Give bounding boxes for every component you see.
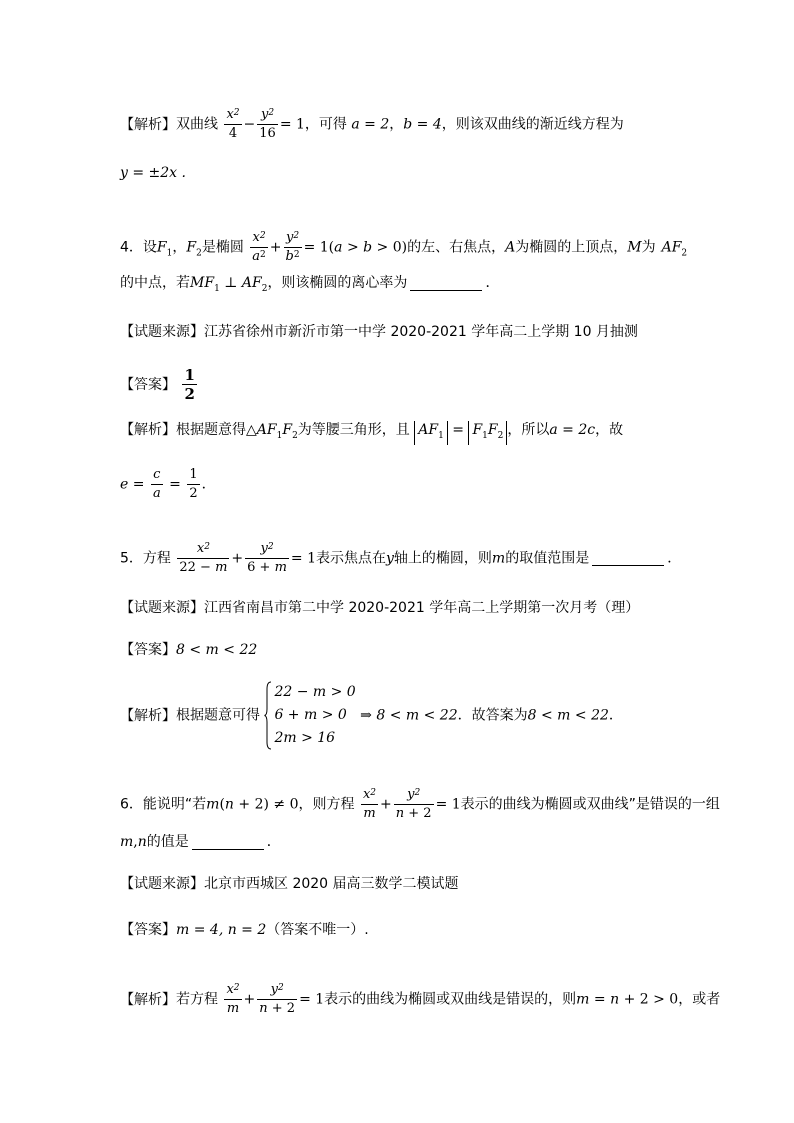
answer-blank [592, 551, 664, 566]
q3-answer-line [120, 163, 186, 183]
q5-period: ． [608, 707, 623, 724]
q4-analysis-text: ，所以 [507, 422, 550, 438]
answer-label: 【答案】 [120, 922, 176, 938]
q3-text: 双曲线 [176, 116, 218, 133]
fraction-c-a: $\frac{c}{a}$ [152, 467, 161, 501]
q4-analysis-text: 根据题意得 [176, 422, 246, 438]
relation-a-2c: a = 2c [549, 422, 596, 438]
inequality-system [264, 681, 355, 750]
answer-label: 【答案】 [120, 376, 176, 393]
q4-analysis-line-1: 【解析】根据题意得$\triangle AF_1F_2$为等腰三角形，且 $AF_1 = F_1F_2$ ，所以a = 2c，故 [120, 420, 623, 446]
q5-number: 5．方程 [120, 550, 171, 567]
fraction-y2-16: $\frac{y^2}{16}$ [259, 107, 276, 141]
analysis-label: 【解析】 [120, 991, 176, 1008]
q6-text: ，则方程 [298, 796, 355, 813]
q4-stem-line-1: 4．设$F_1$，$F_2$是椭圆 $\frac{x^2}{a^2}$ + $\frac{y^2}{b^2}$ = 1(a > b > 0)的左、右焦点，A为椭圆的上顶点，M为 $AF_2$ [120, 230, 688, 264]
q5-stem-line: 5．方程 $\frac{x^2}{22 - m}$ + $\frac{y^2}{6 + m}$ = 1表示焦点在y轴上的椭圆，则m的取值范围是 ． [120, 541, 682, 575]
q5-text: 的取值范围是 [505, 550, 590, 567]
q4-stem-line-2: 的中点，若$MF_1$ ⊥ $AF_2$，则该椭圆的离心率为 ． [120, 275, 500, 294]
analysis-label: 【解析】 [120, 116, 176, 133]
fraction-y2-6-m: $\frac{y^2}{6 + m}$ [247, 541, 287, 575]
q3-text: ，可得 [304, 116, 347, 133]
left-brace-icon [264, 681, 272, 750]
q5-analysis-text: 根据题意可得 [176, 707, 260, 724]
q6-stem-line-1: 6．能说明“若m(n + 2) ≠ 0，则方程 $\frac{x^2}{m}$ + $\frac{y^2}{n + 2}$ = 1表示的曲线为椭圆或双曲线”是错误的一组 [120, 787, 720, 821]
source-text: 江西省南昌市第二中学 2020-2021 学年高二上学期第一次月考（理） [204, 600, 640, 616]
q6-analysis-line: 【解析】若方程 $\frac{x^2}{m}$ + $\frac{y^2}{n + 2}$ = 1表示的曲线为椭圆或双曲线是错误的，则m = n + 2 > 0，或者 [120, 982, 721, 1016]
fraction-x2-a2: $\frac{x^2}{a^2}$ [252, 230, 266, 264]
q4-text: 的左、右焦点， [407, 239, 506, 256]
answer-label: 【答案】 [120, 642, 176, 658]
source-label: 【试题来源】 [120, 324, 204, 340]
q5-text: 表示焦点在 [316, 550, 386, 567]
q6-analysis-text: ，或者 [678, 991, 721, 1008]
q5-answer-line [120, 640, 257, 660]
q5-text: 轴上的椭圆，则 [393, 550, 492, 567]
q5-answer: 8 < m < 22 [176, 642, 258, 658]
analysis-label: 【解析】 [120, 422, 176, 438]
q5-final: 8 < m < 22 [527, 707, 609, 724]
q3-b-value: b = 4 [403, 116, 442, 133]
analysis-label: 【解析】 [120, 707, 176, 724]
source-label: 【试题来源】 [120, 876, 204, 892]
fraction-y2-n2: $\frac{y^2}{n + 2}$ [395, 787, 432, 821]
q5-analysis-text: ．故答案为 [457, 707, 528, 724]
q4-analysis-line-2: e = $\frac{c}{a}$ = $\frac{1}{2}$ ． [120, 467, 216, 501]
q4-analysis-text: 为等腰三角形，且 [297, 422, 410, 438]
q6-analysis-text: 表示的曲线为椭圆或双曲线是错误的，则 [324, 991, 577, 1008]
fraction-y2-b2: $\frac{y^2}{b^2}$ [285, 230, 300, 264]
answer-fraction: $\frac{1}{2}$ [184, 366, 195, 403]
q5-source-line [120, 598, 639, 618]
q4-analysis-text: ，故 [595, 422, 624, 438]
source-text: 北京市西城区 2020 届高三数学二模试题 [204, 876, 459, 892]
q4-answer-line [120, 366, 199, 403]
q4-text: 为 [641, 239, 656, 256]
q6-stem-line-2: m,n的值是 ． [120, 834, 281, 850]
abs-f1f2: $F_1F_2$ [468, 421, 507, 445]
q4-text: 是椭圆 [201, 239, 244, 256]
q3-text: ，则该双曲线的渐近线方程为 [441, 116, 624, 133]
q5-analysis-line [120, 681, 623, 750]
q6-answer: m = 4, n = 2 [176, 922, 267, 938]
fraction-y2-n2: $\frac{y^2}{n + 2}$ [259, 982, 296, 1016]
source-text: 江苏省徐州市新沂市第一中学 2020-2021 学年高二上学期 10 月抽测 [204, 324, 638, 340]
answer-blank [192, 835, 264, 850]
q4-text: ，则该椭圆的离心率为 [267, 275, 408, 291]
q4-text: 的中点，若 [120, 275, 190, 291]
q4-text: 为椭圆的上顶点， [515, 239, 628, 256]
q5-implication: ⇒ 8 < m < 22 [360, 707, 458, 724]
q3-analysis-line: 【解析】双曲线 $\frac{x^2}{4}$ − $\frac{y^2}{16}$ = 1，可得 a = 2，b = 4，则该双曲线的渐近线方程为 [120, 107, 624, 141]
q6-text: 表示的曲线为椭圆或双曲线”是错误的一组 [460, 796, 720, 813]
abs-af1: $AF_1$ [414, 421, 448, 445]
fraction-x2-m: $\frac{x^2}{m}$ [362, 787, 377, 821]
q4-source-line [120, 322, 638, 342]
system-row: 22 − m > 0 [274, 684, 356, 700]
system-row: 2m > 16 [274, 730, 336, 746]
asymptote-equation: y = ±2x . [120, 165, 186, 181]
answer-blank [410, 276, 482, 291]
fraction-1-2: $\frac{1}{2}$ [189, 467, 198, 501]
q6-analysis-text: 若方程 [176, 991, 218, 1008]
fraction-x2-4: $\frac{x^2}{4}$ [226, 107, 240, 141]
q6-source-line [120, 874, 459, 894]
fraction-x2-m: $\frac{x^2}{m}$ [226, 982, 240, 1016]
q6-answer-note: （答案不唯一）. [266, 922, 369, 938]
q6-number: 6．能说明“若 [120, 796, 207, 813]
fraction-x2-22-m: $\frac{x^2}{22 - m}$ [179, 541, 228, 575]
q6-answer-line [120, 920, 369, 940]
system-row: 6 + m > 0 [274, 707, 347, 723]
source-label: 【试题来源】 [120, 600, 204, 616]
q3-a-value: a = 2 [351, 116, 390, 133]
q6-text: 的值是 [146, 834, 189, 850]
q4-number: 4．设 [120, 239, 157, 256]
